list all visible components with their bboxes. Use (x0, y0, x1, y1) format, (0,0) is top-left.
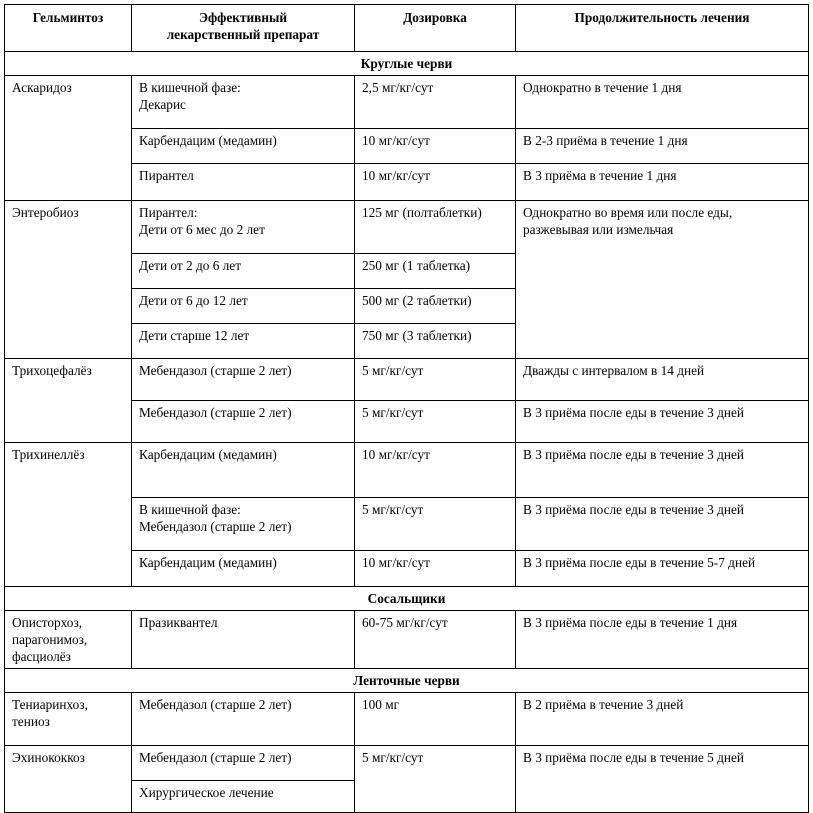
header-drug-line: Эффективный (198, 10, 288, 25)
duration-cell: В 2-3 приёма в течение 1 дня (516, 129, 809, 164)
duration-line: разжевывая или измельчая (523, 222, 674, 237)
duration-cell: В 3 приёма после еды в течение 1 дня (516, 611, 809, 669)
duration-cell: В 3 приёма после еды в течение 3 дней (516, 498, 809, 551)
table-row (5, 76, 809, 129)
dose-cell: 125 мг (полтаблетки) (355, 201, 516, 254)
disease-name-line: Описторхоз, (12, 615, 83, 630)
header-dose: Дозировка (355, 5, 516, 52)
header-disease: Гельминтоз (5, 5, 132, 52)
drug-cell: Карбендацим (медамин) (132, 551, 355, 587)
drug-line: Мебендазол (старше 2 лет) (139, 519, 292, 534)
drug-line: Дети от 6 мес до 2 лет (139, 222, 265, 237)
table-row (5, 359, 809, 401)
header-duration: Продолжительность лечения (516, 5, 809, 52)
drug-cell: Дети старше 12 лет (132, 324, 355, 359)
section-row (5, 52, 809, 76)
table-row (5, 443, 809, 498)
drug-cell: Празиквантел (132, 611, 355, 669)
disease-name-line: Тениаринхоз, (12, 697, 88, 712)
table-row (5, 746, 809, 781)
dose-cell: 750 мг (3 таблетки) (355, 324, 516, 359)
drug-cell: Мебендазол (старше 2 лет) (132, 693, 355, 746)
duration-cell: В 3 приёма после еды в течение 5 дней (516, 746, 809, 813)
drug-line: В кишечной фазе: (139, 502, 241, 517)
duration-cell: В 3 приёма после еды в течение 3 дней (516, 401, 809, 443)
disease-name (5, 693, 132, 746)
drug-cell: Хирургическое лечение (132, 781, 355, 813)
header-drug (132, 5, 355, 52)
drug-cell: Пирантел (132, 164, 355, 201)
header-row (5, 5, 809, 52)
drug-line: В кишечной фазе: (139, 80, 241, 95)
dose-cell: 5 мг/кг/сут (355, 401, 516, 443)
dose-cell: 2,5 мг/кг/сут (355, 76, 516, 129)
duration-cell: Однократно в течение 1 дня (516, 76, 809, 129)
disease-name-line: фасциолёз (12, 649, 71, 664)
section-title-roundworms: Круглые черви (5, 52, 809, 76)
section-row (5, 669, 809, 693)
dose-cell: 5 мг/кг/сут (355, 498, 516, 551)
dose-cell: 250 мг (1 таблетка) (355, 254, 516, 289)
dose-cell: 5 мг/кг/сут (355, 359, 516, 401)
disease-name: Трихоцефалёз (5, 359, 132, 443)
duration-cell: В 3 приёма после еды в течение 3 дней (516, 443, 809, 498)
duration-cell: В 3 приёма после еды в течение 5-7 дней (516, 551, 809, 587)
drug-cell (132, 201, 355, 254)
disease-name: Трихинеллёз (5, 443, 132, 587)
disease-name-line: парагонимоз, (12, 632, 88, 647)
drug-cell: Мебендазол (старше 2 лет) (132, 401, 355, 443)
duration-line: Однократно во время или после еды, (523, 205, 733, 220)
duration-cell: В 3 приёма в течение 1 дня (516, 164, 809, 201)
duration-cell: Дважды с интервалом в 14 дней (516, 359, 809, 401)
drug-cell: Дети от 2 до 6 лет (132, 254, 355, 289)
drug-cell: Мебендазол (старше 2 лет) (132, 359, 355, 401)
table-row (5, 693, 809, 746)
dose-cell: 10 мг/кг/сут (355, 443, 516, 498)
drug-cell: Карбендацим (медамин) (132, 443, 355, 498)
helminth-treatment-table (4, 4, 809, 813)
drug-line: Пирантел: (139, 205, 198, 220)
disease-name: Аскаридоз (5, 76, 132, 201)
section-row (5, 587, 809, 611)
dose-cell: 500 мг (2 таблетки) (355, 289, 516, 324)
drug-cell (132, 76, 355, 129)
dose-cell: 10 мг/кг/сут (355, 164, 516, 201)
duration-cell: В 2 приёма в течение 3 дней (516, 693, 809, 746)
dose-cell: 5 мг/кг/сут (355, 746, 516, 813)
dose-cell: 10 мг/кг/сут (355, 129, 516, 164)
duration-cell (516, 201, 809, 359)
disease-name (5, 611, 132, 669)
disease-name: Эхинококкоз (5, 746, 132, 813)
header-drug-line: лекарственный препарат (166, 27, 320, 42)
drug-line: Декарис (139, 97, 186, 112)
dose-cell: 10 мг/кг/сут (355, 551, 516, 587)
dose-cell: 100 мг (355, 693, 516, 746)
drug-cell: Карбендацим (медамин) (132, 129, 355, 164)
drug-cell: Мебендазол (старше 2 лет) (132, 746, 355, 781)
table-row (5, 611, 809, 669)
drug-cell: Дети от 6 до 12 лет (132, 289, 355, 324)
disease-name: Энтеробиоз (5, 201, 132, 359)
section-title-tapeworms: Ленточные черви (5, 669, 809, 693)
disease-name-line: тениоз (12, 714, 50, 729)
drug-cell (132, 498, 355, 551)
dose-cell: 60-75 мг/кг/сут (355, 611, 516, 669)
table-row (5, 201, 809, 254)
section-title-flukes: Сосальщики (5, 587, 809, 611)
